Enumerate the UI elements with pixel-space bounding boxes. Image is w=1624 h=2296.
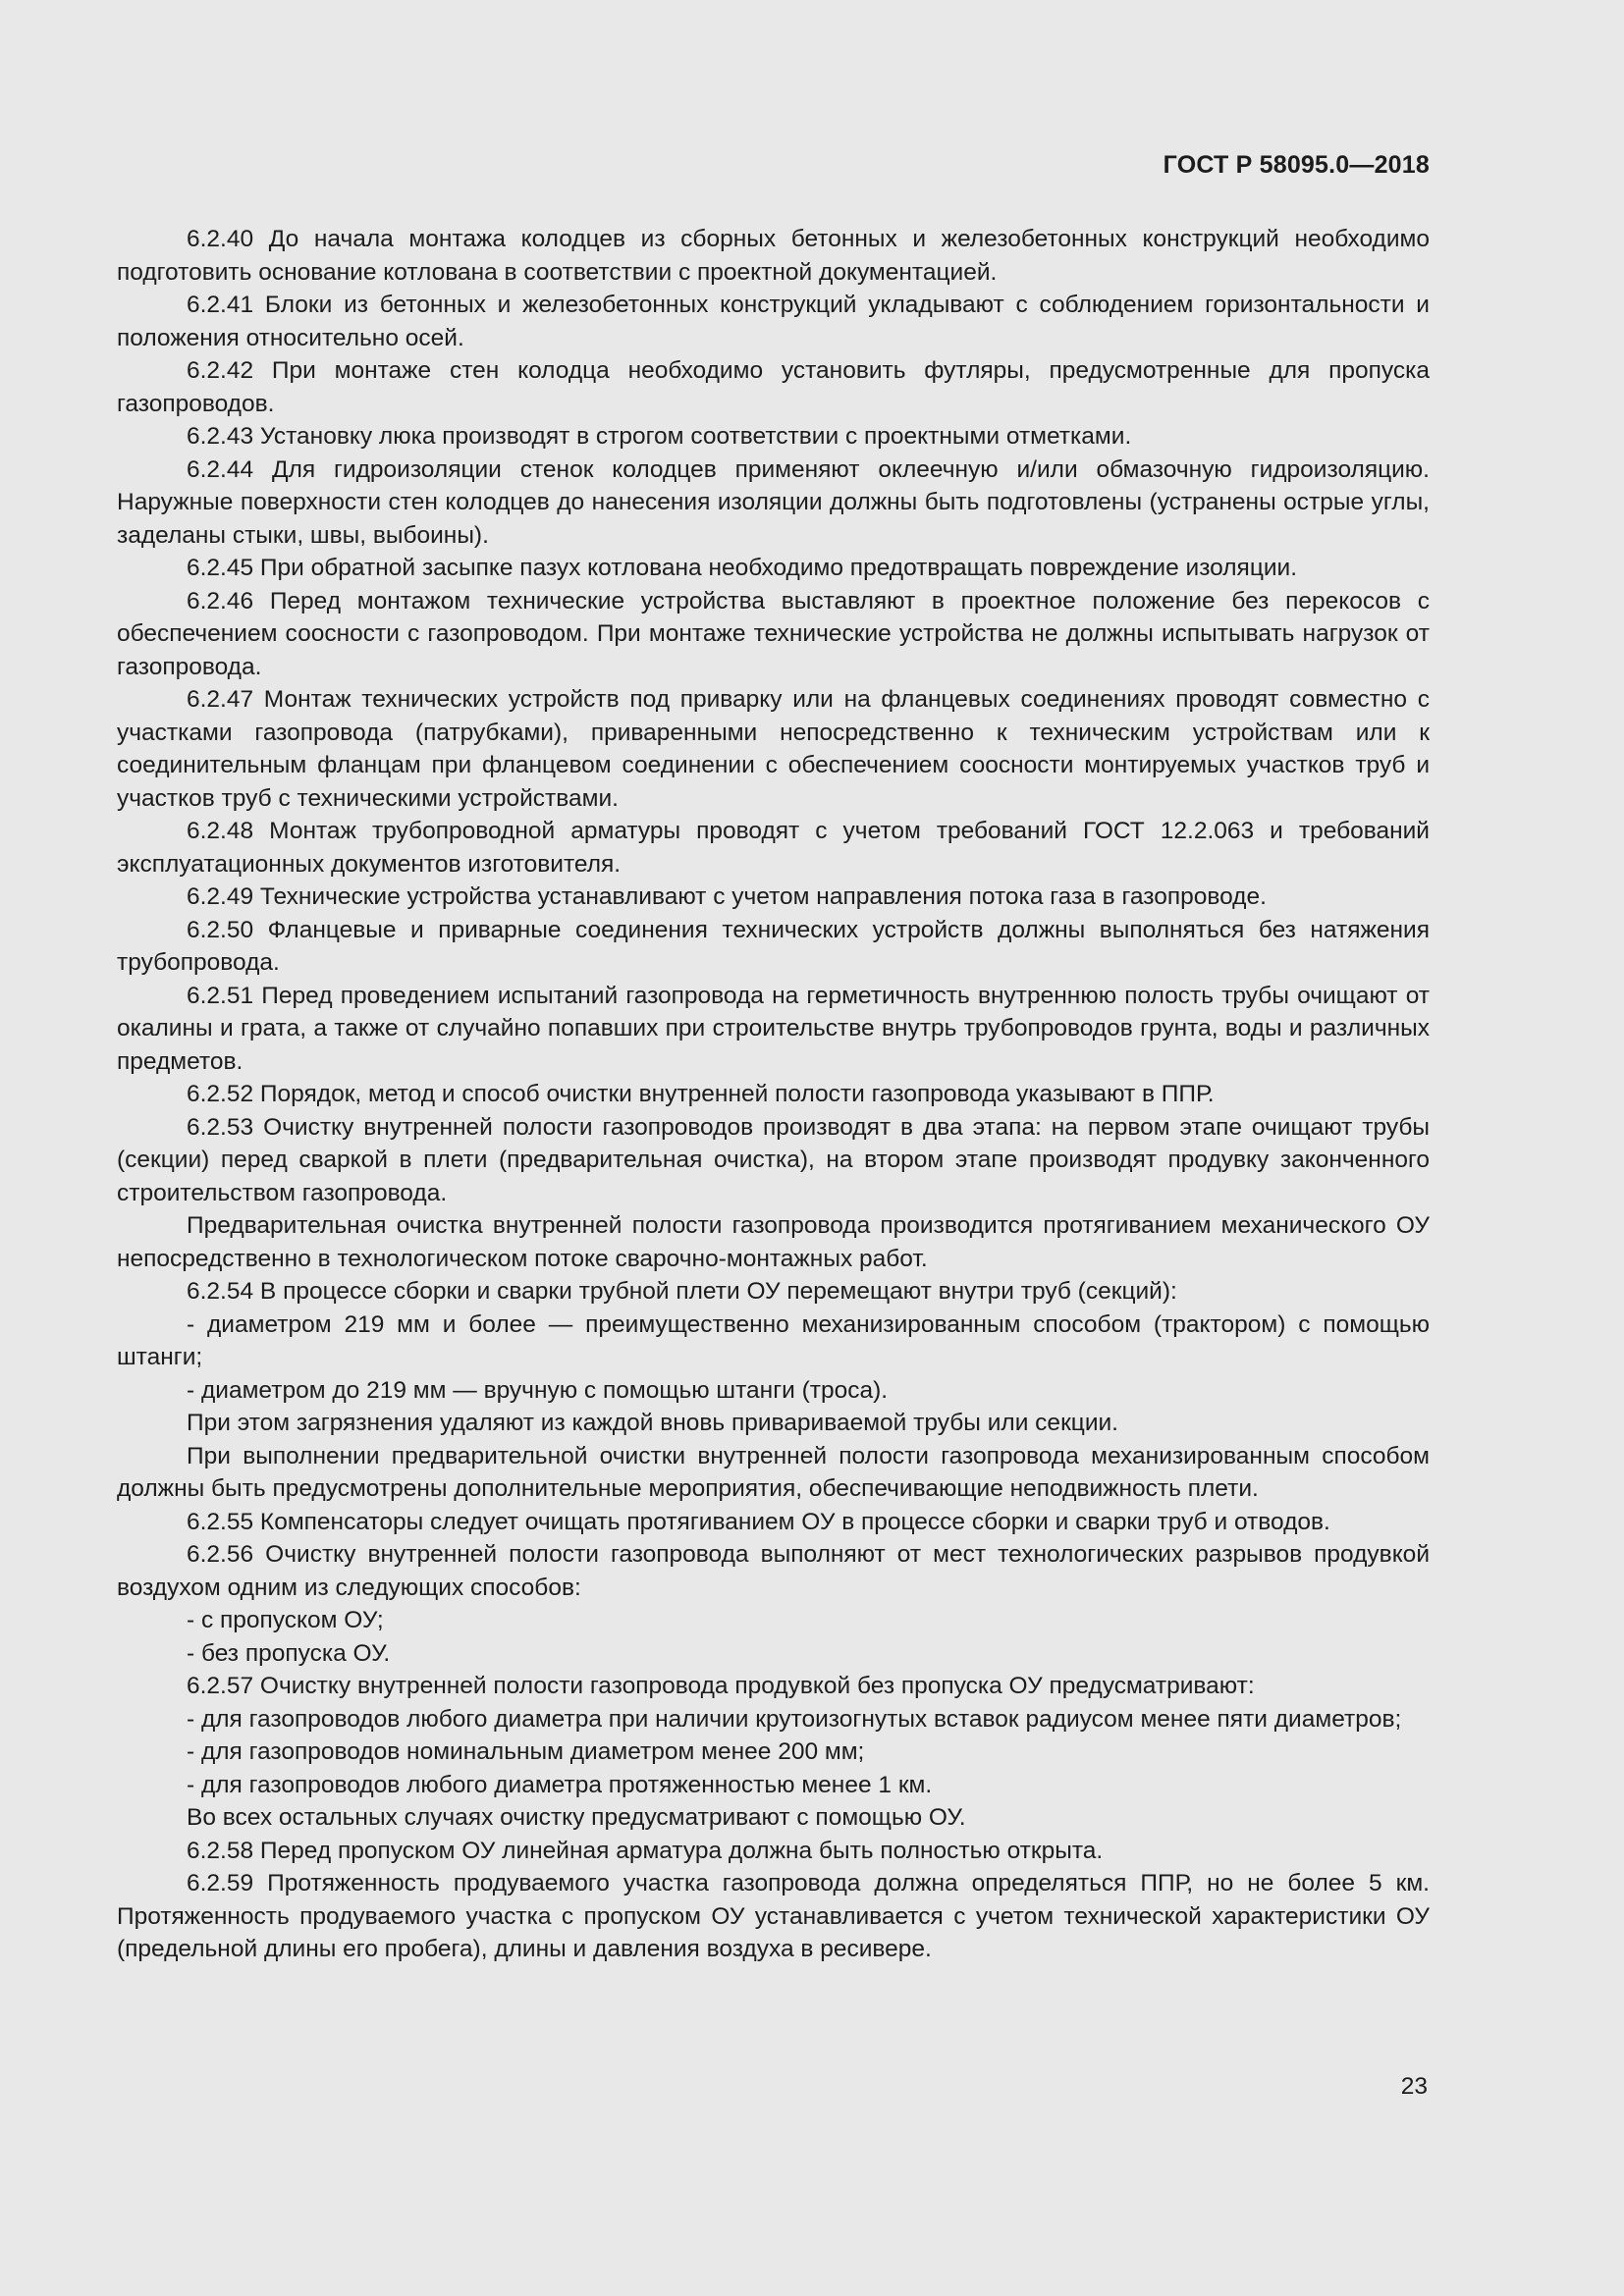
- document-body: [117, 223, 1430, 1966]
- paragraph-6-2-46: 6.2.46 Перед монтажом технические устройства выставляют в проектное положение без перекосов с обеспечением соосности с газопроводом. При монтаже технические устройства не должны испытывать нагрузок от газопровода.: [117, 587, 1430, 680]
- list-item-diameter-219-plus: - диаметром 219 мм и более — преимущественно механизированным способом (трактором) с помощью штанги;: [117, 1310, 1430, 1370]
- paragraph-6-2-50: 6.2.50 Фланцевые и приварные соединения технических устройств должны выполняться без натяжения трубопровода.: [117, 916, 1430, 976]
- paragraph-other-cases: Во всех остальных случаях очистку предусматривают с помощью ОУ.: [187, 1804, 966, 1831]
- paragraph-6-2-49: 6.2.49 Технические устройства устанавливают с учетом направления потока газа в газопроводе.: [187, 883, 1267, 910]
- paragraph-6-2-58: 6.2.58 Перед пропуском ОУ линейная арматура должна быть полностью открыта.: [187, 1837, 1104, 1864]
- list-item-length-under-1km: - для газопроводов любого диаметра протяженностью менее 1 км.: [187, 1771, 933, 1798]
- paragraph-6-2-43: 6.2.43 Установку люка производят в строгом соответствии с проектными отметками.: [187, 423, 1132, 450]
- list-item-nominal-under-200: - для газопроводов номинальным диаметром менее 200 мм;: [187, 1738, 865, 1765]
- paragraph-6-2-54: 6.2.54 В процессе сборки и сварки трубной плети ОУ перемещают внутри труб (секций):: [187, 1278, 1177, 1305]
- list-item-without-ou: - без пропуска ОУ.: [187, 1639, 391, 1667]
- list-item-any-diameter-bends: - для газопроводов любого диаметра при наличии крутоизогнутых вставок радиусом менее пяти диаметров;: [187, 1705, 1402, 1733]
- paragraph-contamination-removal: При этом загрязнения удаляют из каждой вновь привариваемой трубы или секции.: [187, 1410, 1118, 1436]
- paragraph-6-2-47: 6.2.47 Монтаж технических устройств под приварку или на фланцевых соединениях проводят совместно с участками газопровода (патрубками), приваренными непосредственно к техническим устройствам или к соединительным фланцам при фланцевом соединении с обеспечением соосности монтируемых участков труб и участков труб с техническими устройствами.: [117, 686, 1430, 812]
- paragraph-6-2-53: 6.2.53 Очистку внутренней полости газопроводов производят в два этапа: на первом этапе очищают трубы (секции) перед сваркой в плети (предварительная очистка), на втором этапе производят продувку законченного строительством газопровода.: [117, 1113, 1430, 1206]
- paragraph-6-2-45: 6.2.45 При обратной засыпке пазух котлована необходимо предотвращать повреждение изоляции.: [187, 555, 1298, 581]
- paragraph-6-2-57: 6.2.57 Очистку внутренней полости газопровода продувкой без пропуска ОУ предусматривают:: [187, 1673, 1255, 1699]
- paragraph-6-2-41: 6.2.41 Блоки из бетонных и железобетонных конструкций укладывают с соблюдением горизонтальности и положения относительно осей.: [117, 292, 1430, 351]
- paragraph-6-2-55: 6.2.55 Компенсаторы следует очищать протягиванием ОУ в процессе сборки и сварки труб и отводов.: [187, 1508, 1330, 1535]
- paragraph-6-2-51: 6.2.51 Перед проведением испытаний газопровода на герметичность внутреннюю полость трубы очищают от окалины и грата, а также от случайно попавших при строительстве внутрь трубопроводов грунта, воды и различных предметов.: [117, 982, 1430, 1075]
- paragraph-mechanized-cleaning: При выполнении предварительной очистки внутренней полости газопровода механизированным способом должны быть предусмотрены дополнительные мероприятия, обеспечивающие неподвижность плети.: [117, 1442, 1430, 1502]
- paragraph-6-2-44: 6.2.44 Для гидроизоляции стенок колодцев применяют оклеечную и/или обмазочную гидроизоляцию. Наружные поверхности стен колодцев до нанесения изоляции должны быть подготовлены (устранены острые углы, заделаны стыки, швы, выбоины).: [117, 455, 1430, 549]
- paragraph-6-2-59: 6.2.59 Протяженность продуваемого участка газопровода должна определяться ППР, но не более 5 км. Протяженность продуваемого участка с пропуском ОУ устанавливается с учетом технической характеристики ОУ (предельной длины его пробега), длины и давления воздуха в ресивере.: [117, 1870, 1430, 1962]
- list-item-diameter-under-219: - диаметром до 219 мм — вручную с помощью штанги (троса).: [187, 1376, 889, 1404]
- paragraph-6-2-40: 6.2.40 До начала монтажа колодцев из сборных бетонных и железобетонных конструкций необходимо подготовить основание котлована в соответствии с проектной документацией.: [117, 226, 1430, 286]
- paragraph-6-2-52: 6.2.52 Порядок, метод и способ очистки внутренней полости газопровода указывают в ППР.: [187, 1081, 1215, 1107]
- paragraph-preliminary-cleaning: Предварительная очистка внутренней полости газопровода производится протягиванием механического ОУ непосредственно в технологическом потоке сварочно-монтажных работ.: [117, 1212, 1430, 1272]
- paragraph-6-2-56: 6.2.56 Очистку внутренней полости газопровода выполняют от мест технологических разрывов продувкой воздухом одним из следующих способов:: [117, 1541, 1430, 1601]
- list-item-with-ou: - с пропуском ОУ;: [187, 1607, 384, 1633]
- paragraph-6-2-48: 6.2.48 Монтаж трубопроводной арматуры проводят с учетом требований ГОСТ 12.2.063 и требований эксплуатационных документов изготовителя.: [117, 818, 1430, 878]
- page-number: 23: [1400, 2073, 1428, 2100]
- document-header: ГОСТ Р 58095.0—2018: [1163, 151, 1430, 179]
- paragraph-6-2-42: 6.2.42 При монтаже стен колодца необходимо установить футляры, предусмотренные для пропуска газопроводов.: [117, 357, 1430, 417]
